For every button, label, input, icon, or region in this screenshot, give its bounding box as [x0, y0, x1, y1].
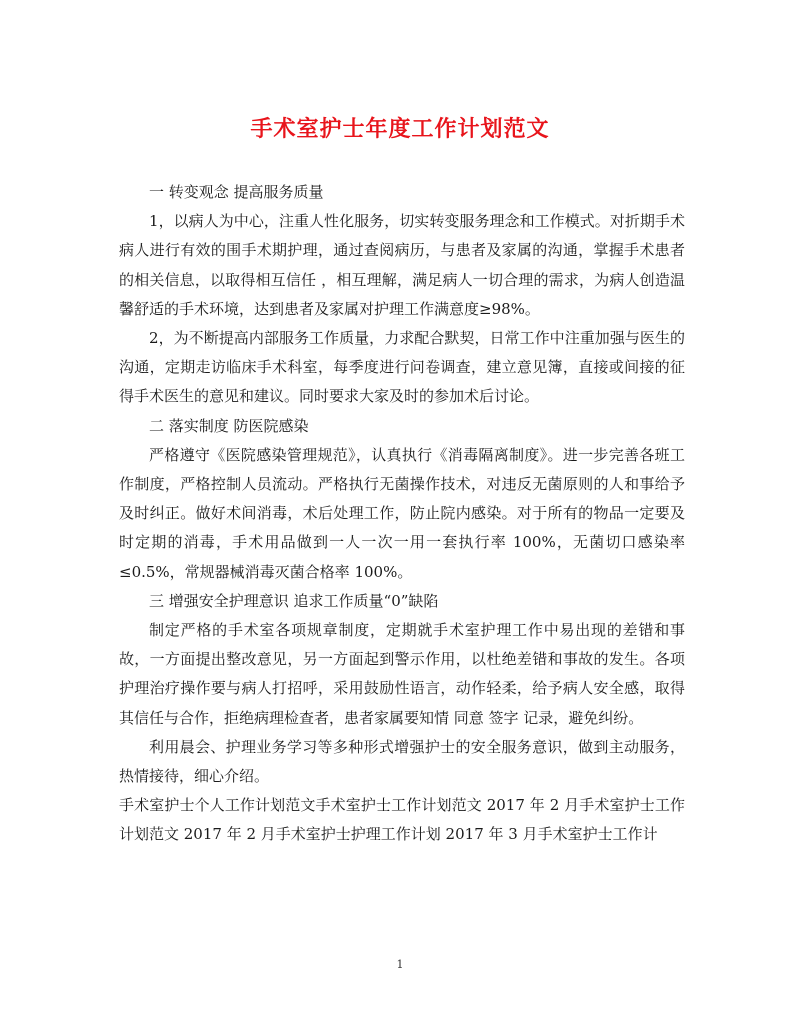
- paragraph: 严格遵守《医院感染管理规范》，认真执行《消毒隔离制度》。进一步完善各班工作制度，严格控制人员流动。严格执行无菌操作技术，对违反无菌原则的人和事给予及时纠正。做好术间消毒，术后处理工作，防止院内感染。对于所有的物品一定要及时定期的消毒，手术用品做到一人一次一用一套执行率 100%，无菌切口感染率≤0.5%，常规器械消毒灭菌合格率 100%。: [119, 445, 685, 581]
- paragraph: 1，以病人为中心，注重人性化服务，切实转变服务理念和工作模式。对折期手术病人进行有效的围手术期护理，通过查阅病历，与患者及家属的沟通，掌握手术患者的相关信息，以取得相互信任 ，相互理解，满足病人一切合理的需求，为病人创造温馨舒适的手术环境，达到患者及家属对护理工作满意度≥98%。: [119, 212, 685, 318]
- page-number: 1: [396, 958, 404, 971]
- related-links-text: 手术室护士个人工作计划范文手术室护士工作计划范文 2017 年 2 月手术室护士工作计划范文 2017 年 2 月手术室护士护理工作计划 2017 年 3 月手术室护士工作计: [119, 796, 685, 844]
- section-heading-2: 二 落实制度 防医院感染: [149, 416, 309, 435]
- paragraph: 利用晨会、护理业务学习等多种形式增强护士的安全服务意识，做到主动服务，热情接待，细心介绍。: [119, 737, 685, 786]
- document-title: 手术室护士年度工作计划范文: [250, 116, 550, 142]
- document-body: [119, 178, 685, 850]
- paragraph: 制定严格的手术室各项规章制度，定期就手术室护理工作中易出现的差错和事故，一方面提出整改意见，另一方面起到警示作用，以杜绝差错和事故的发生。各项护理治疗操作要与病人打招呼，采用鼓励性语言，动作轻柔，给予病人安全感，取得其信任与合作，拒绝病理检查者，患者家属要知情 同意 签字 记录，避免纠纷。: [119, 621, 685, 727]
- section-heading-3: 三 增强安全护理意识 追求工作质量“0”缺陷: [149, 591, 439, 610]
- paragraph: 2，为不断提高内部服务工作质量，力求配合默契，日常工作中注重加强与医生的沟通，定期走访临床手术科室，每季度进行问卷调查，建立意见簿，直接或间接的征得手术医生的意见和建议。同时要求大家及时的参加术后讨论。: [119, 329, 685, 406]
- section-heading-1: 一 转变观念 提高服务质量: [149, 183, 324, 201]
